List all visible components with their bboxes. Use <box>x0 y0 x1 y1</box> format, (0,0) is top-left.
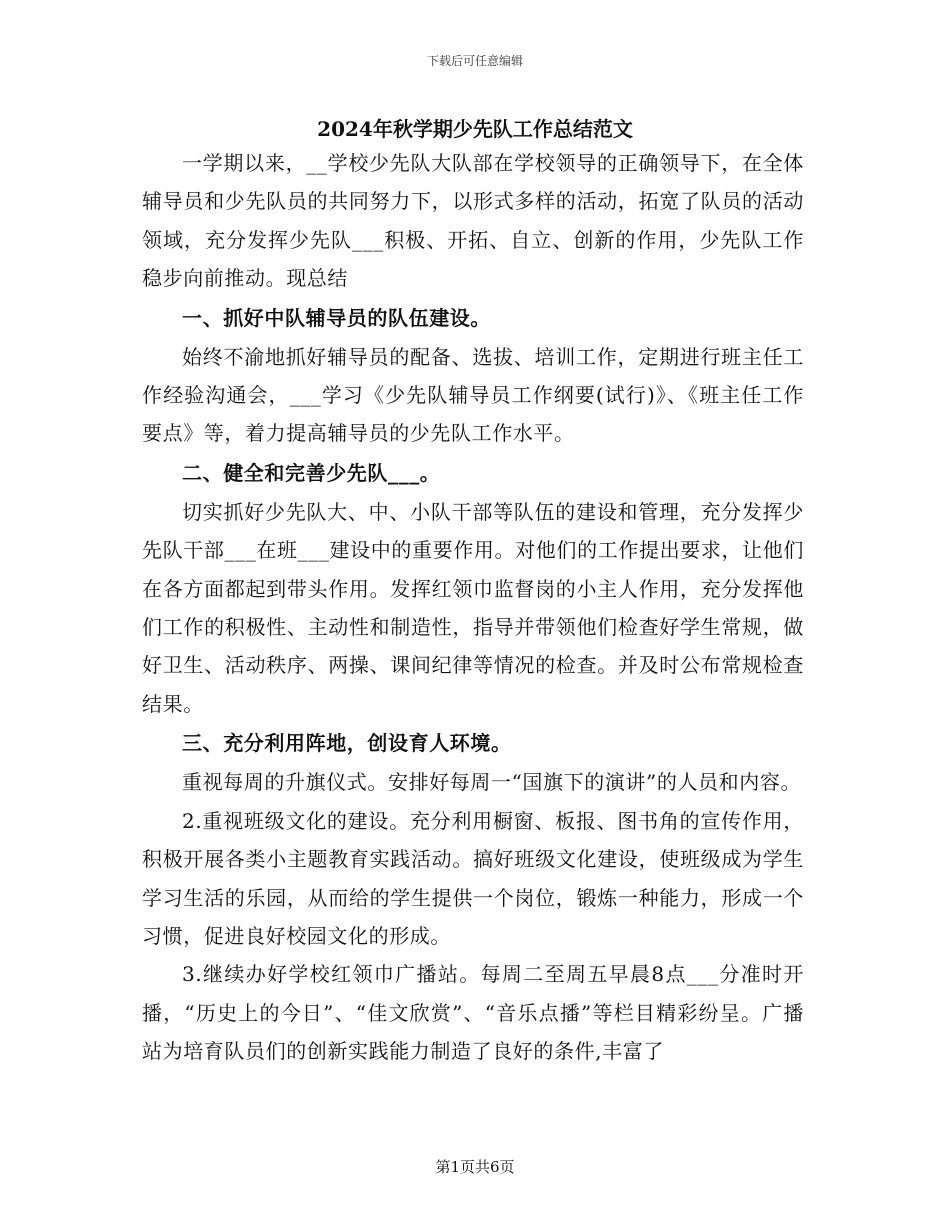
section-paragraph: 切实抓好少先队大、中、小队干部等队伍的建设和管理，充分发挥少先队干部___在班___建设中的重要作用。对他们的工作提出要求，让他们在各方面都起到带头作用。发挥红领巾监督岗的小主人作用，充分发挥他们工作的积极性、主动性和制造性，指导并带领他们检查好学生常规，做好卫生、活动秩序、两操、课间纪律等情况的检查。并及时公布常规检查结果。 <box>142 499 804 716</box>
document-title: 2024年秋学期少先队工作总结范文 <box>317 117 633 141</box>
section-3 <box>142 723 804 1070</box>
page-header-note: 下载后可任意编辑 <box>426 54 523 68</box>
section-heading: 一、抓好中队辅导员的队伍建设。 <box>182 305 491 330</box>
document-body <box>142 144 804 1071</box>
section-paragraph: 始终不渝地抓好辅导员的配备、选拔、培训工作，定期进行班主任工作经验沟通会，___学习《少先队辅导员工作纲要(试行)》、《班主任工作要点》等，着力提高辅导员的少先队工作水平。 <box>142 344 804 446</box>
section-paragraph: 重视每周的升旗仪式。安排好每周一“国旗下的演讲”的人员和内容。 <box>182 770 802 795</box>
page-number: 第1页共6页 <box>435 1158 515 1176</box>
section-2 <box>142 453 804 723</box>
section-heading: 三、充分利用阵地，创设育人环境。 <box>182 731 512 756</box>
section-1 <box>142 298 804 453</box>
intro-paragraph: 一学期以来，__学校少先队大队部在学校领导的正确领导下，在全体辅导员和少先队员的共同努力下，以形式多样的活动，拓宽了队员的活动领域，充分发挥少先队___积极、开拓、自立、创新的作用，少先队工作稳步向前推动。现总结 <box>142 151 804 291</box>
section-paragraph: 3.继续办好学校红领巾广播站。每周二至周五早晨8点___分准时开播，“历史上的今日”、“佳文欣赏”、“音乐点播”等栏目精彩纷呈。广播站为培育队员们的创新实践能力制造了良好的条件,丰富了 <box>142 962 804 1064</box>
section-paragraph: 2.重视班级文化的建设。充分利用橱窗、板报、图书角的宣传作用，积极开展各类小主题教育实践活动。搞好班级文化建设，使班级成为学生学习生活的乐园，从而给的学生提供一个岗位，锻炼一种能力，形成一个习惯，促进良好校园文化的形成。 <box>142 808 804 948</box>
section-heading: 二、健全和完善少先队___。 <box>182 460 441 485</box>
